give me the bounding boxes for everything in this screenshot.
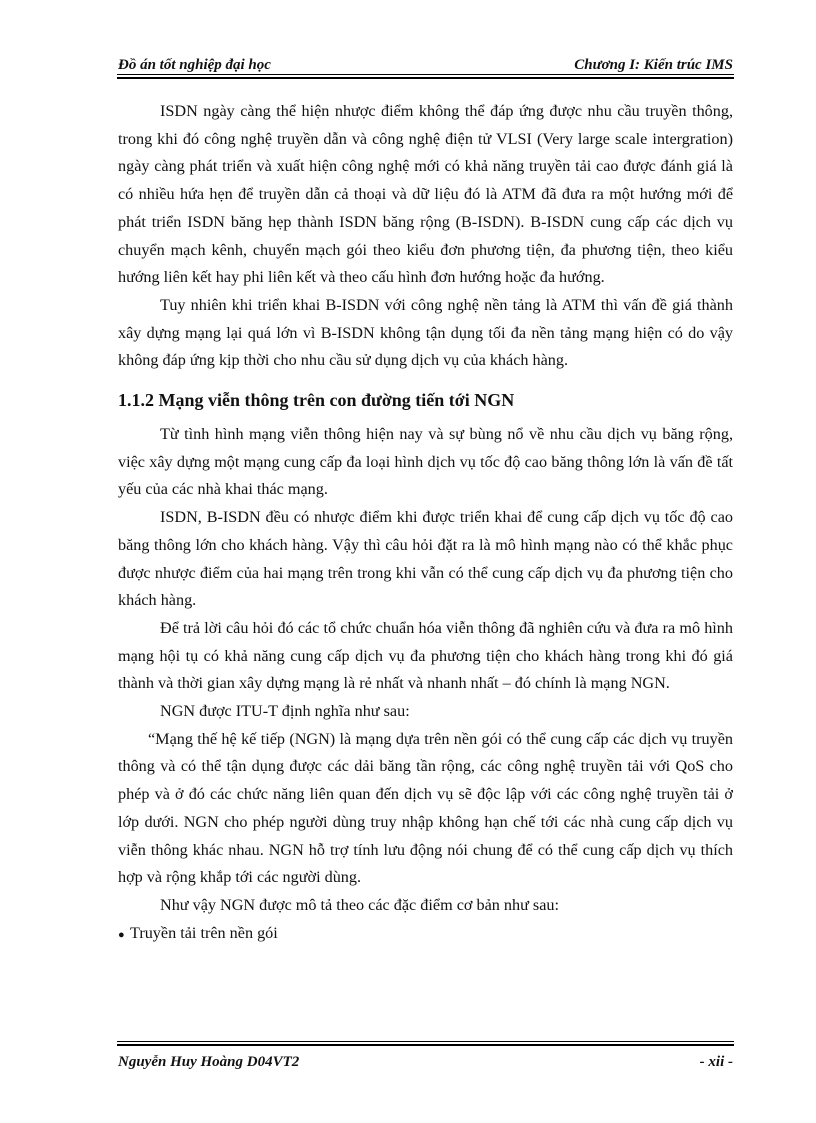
bullet-item [118, 920, 733, 950]
paragraph: Để trả lời câu hỏi đó các tổ chức chuẩn hóa viễn thông đã nghiên cứu và đưa ra mô hình mạng hội tụ có khả năng cung cấp dịch vụ đa phương tiện cho khách hàng trong khi đó giá thành và thời gian xây dựng mạng là rẻ nhất và nhanh nhất – đó chính là mạng NGN. [118, 618, 733, 693]
header-thesis-title: Đồ án tốt nghiệp đại học [118, 57, 271, 73]
header-chapter-title: Chương I: Kiến trúc IMS [574, 57, 733, 73]
section-heading: 1.1.2 Mạng viễn thông trên con đường tiến tới NGN [118, 390, 515, 411]
paragraph: Tuy nhiên khi triển khai B-ISDN với công nghệ nền tảng là ATM thì vấn đề giá thành xây dựng mạng lại quá lớn vì B-ISDN không tận dụng tối đa nền tảng mạng hiện có do vậy không đáp ứng kịp thời cho nhu cầu sử dụng dịch vụ của khách hàng. [118, 295, 733, 370]
footer-rule [117, 1041, 734, 1046]
page-footer [118, 1054, 733, 1071]
paragraph: NGN được ITU-T định nghĩa như sau: [160, 702, 410, 721]
paragraph: ISDN, B-ISDN đều có nhược điểm khi được triển khai để cung cấp dịch vụ tốc độ cao băng thông lớn cho khách hàng. Vậy thì câu hỏi đặt ra là mô hình mạng nào có thể khắc phục được nhược điểm của hai mạng trên trong khi vẫn có thể cung cấp dịch vụ đa phương tiện cho khách hàng. [118, 508, 733, 610]
bullet-text: Truyền tải trên nền gói [130, 923, 278, 942]
paragraph: Như vậy NGN được mô tả theo các đặc điểm cơ bản như sau: [160, 895, 559, 914]
paragraph: ISDN ngày càng thể hiện nhược điểm không thể đáp ứng được nhu cầu truyền thông, trong khi đó công nghệ truyền dẫn và công nghệ điện tử VLSI (Very large scale intergration) ngày càng phát triển và xuất hiện công nghệ mới có khả năng truyền tải cao được đánh giá là có nhiều hứa hẹn để truyền dẫn cả thoại và dữ liệu đó là ATM đã đưa ra một hướng mới để phát triển ISDN băng hẹp thành ISDN băng rộng (B-ISDN). B-ISDN cung cấp các dịch vụ chuyển mạch kênh, chuyển mạch gói theo kiểu đơn phương tiện, đa phương tiện, theo kiểu hướng liên kết hay phi liên kết và theo cấu hình đơn hướng hoặc đa hướng. [118, 102, 733, 287]
bullet-icon: ● [118, 928, 125, 941]
header-rule [117, 74, 734, 79]
paragraph: Từ tình hình mạng viễn thông hiện nay và sự bùng nổ về nhu cầu dịch vụ băng rộng, việc xây dựng một mạng cung cấp đa loại hình dịch vụ tốc độ cao băng thông lớn là vấn đề tất yếu của các nhà khai thác mạng. [118, 425, 733, 499]
definition-quote: “Mạng thế hệ kế tiếp (NGN) là mạng dựa trên nền gói có thể cung cấp các dịch vụ truyền thông và có thể tận dụng được các dải băng tần rộng, các công nghệ truyền tải với QoS cho phép và ở đó các chức năng liên quan đến dịch vụ sẽ độc lập với các công nghệ truyền tải ở lớp dưới. NGN cho phép người dùng truy nhập không hạn chế tới các nhà cung cấp dịch vụ viễn thông khác nhau. NGN hỗ trợ tính lưu động nói chung để có thể cung cấp dịch vụ thích hợp và rộng khắp tới các người dùng. [118, 729, 733, 887]
footer-author: Nguyễn Huy Hoàng D04VT2 [118, 1054, 300, 1070]
page-body [118, 98, 733, 949]
page-header [118, 50, 733, 74]
page-number: - xii - [699, 1054, 733, 1070]
